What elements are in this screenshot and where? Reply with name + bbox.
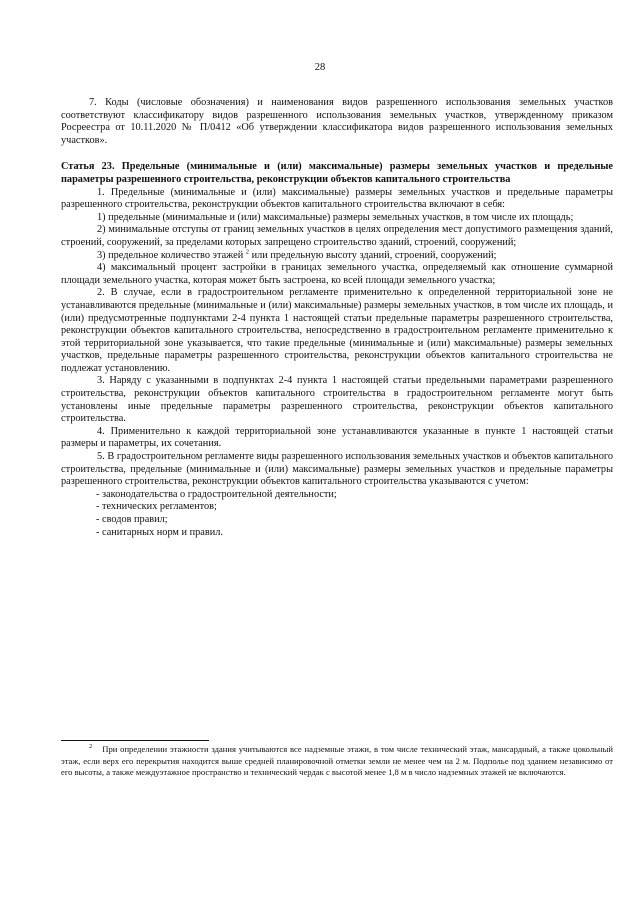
article-paragraph-2: 2. В случае, если в градостроительном регламенте применительно к определенной территориальной зоне не устанавливаются предельные (минимальные и (или) максимальные) размеры земельных участков, в том числе их площадь, и (или) предусмотренные подпунктами 2-4 пункта 1 настоящей статьи предельные параметры разрешенного строительства, реконструкции объектов капитального строительства, непосредственно в градостроительном регламенте применительно к этой территориальной зоне указывается, что такие предельные (минимальные и (или) максимальные) размеры земельных участков, предельные параметры разрешенного строительства, реконструкции объектов капитального строительства не подлежат установлению.	[61, 287, 613, 374]
document-body	[61, 97, 613, 539]
footnote-reference[interactable]: 2	[245, 248, 250, 256]
subitem-4: 4) максимальный процент застройки в границах земельного участка, определяемый как отношение суммарной площади земельного участка, которая может быть застроена, ко всей площади земельного участка;	[61, 262, 613, 286]
subitem-3	[61, 250, 613, 263]
article-heading: Статья 23. Предельные (минимальные и (или) максимальные) размеры земельных участков и предельные параметры разрешенного строительства, реконструкции объектов капитального строительства	[61, 161, 613, 185]
subitem-2: 2) минимальные отступы от границ земельных участков в целях определения мест допустимого размещения зданий, строений, сооружений, за пределами которых запрещено строительство зданий, строений, сооружений;	[61, 224, 613, 248]
list-item: - сводов правил;	[96, 514, 168, 525]
subitem-1: 1) предельные (минимальные и (или) максимальные) размеры земельных участков, в том числе их площадь;	[97, 211, 574, 223]
considerations-list	[61, 489, 613, 539]
article-paragraph-3: 3. Наряду с указанными в подпунктах 2-4 пункта 1 настоящей статьи предельными параметрами разрешенного строительства, реконструкции объектов капитального строительства в градостроительном регламенте могут быть установлены иные предельные параметры разрешенного строительства, реконструкции объектов капитального строительства.	[61, 375, 613, 425]
footnote-text: При определении этажности здания учитываются все надземные этажи, в том числе технический этаж, мансардный, а также цокольный этаж, если верх его перекрытия находится выше средней планировочной отметки земли не менее чем на 2 м. Подполье под зданием независимо от его высоты, а также междуэтажное пространство и технический чердак с высотой менее 1,8 м в число надземных этажей не включаются.	[61, 744, 613, 778]
list-item: - санитарных норм и правил.	[96, 526, 223, 538]
article-paragraph-4: 4. Применительно к каждой территориальной зоне устанавливаются указанные в пункте 1 настоящей статьи размеры и параметры, их сочетания.	[61, 425, 613, 450]
paragraph-gap	[61, 147, 613, 161]
footnote-mark: 2	[89, 743, 93, 751]
subitem-3-text-end: или предельную высоту зданий, строений, сооружений;	[249, 249, 497, 261]
footnote-separator	[61, 740, 209, 741]
subitem-3-text: 3) предельное количество этажей	[97, 249, 246, 261]
footnotes	[61, 744, 613, 779]
footnote-2	[61, 744, 613, 779]
article-paragraph-1: 1. Предельные (минимальные и (или) максимальные) размеры земельных участков и предельные параметры разрешенного строительства, реконструкции объектов капитального строительства включают в себя:	[61, 186, 613, 211]
article-paragraph-5: 5. В градостроительном регламенте виды разрешенного использования земельных участков и объектов капитального строительства, предельные (минимальные и (или) максимальные) размеры земельных участков и предельные параметры разрешенного строительства, реконструкции объектов капитального строительства указываются с учетом:	[61, 451, 613, 488]
list-item: - технических регламентов;	[96, 501, 217, 513]
list-item: - законодательства о градостроительной деятельности;	[96, 488, 337, 500]
page-number: 28	[314, 62, 326, 73]
item-7-paragraph: 7. Коды (числовые обозначения) и наименования видов разрешенного использования земельных участков соответствуют классификатору видов разрешенного использования земельных участков, утвержденному приказом Росреестра от 10.11.2020 № П/0412 «Об утверждении классификатора видов разрешенного использования земельных участков».	[61, 97, 613, 146]
